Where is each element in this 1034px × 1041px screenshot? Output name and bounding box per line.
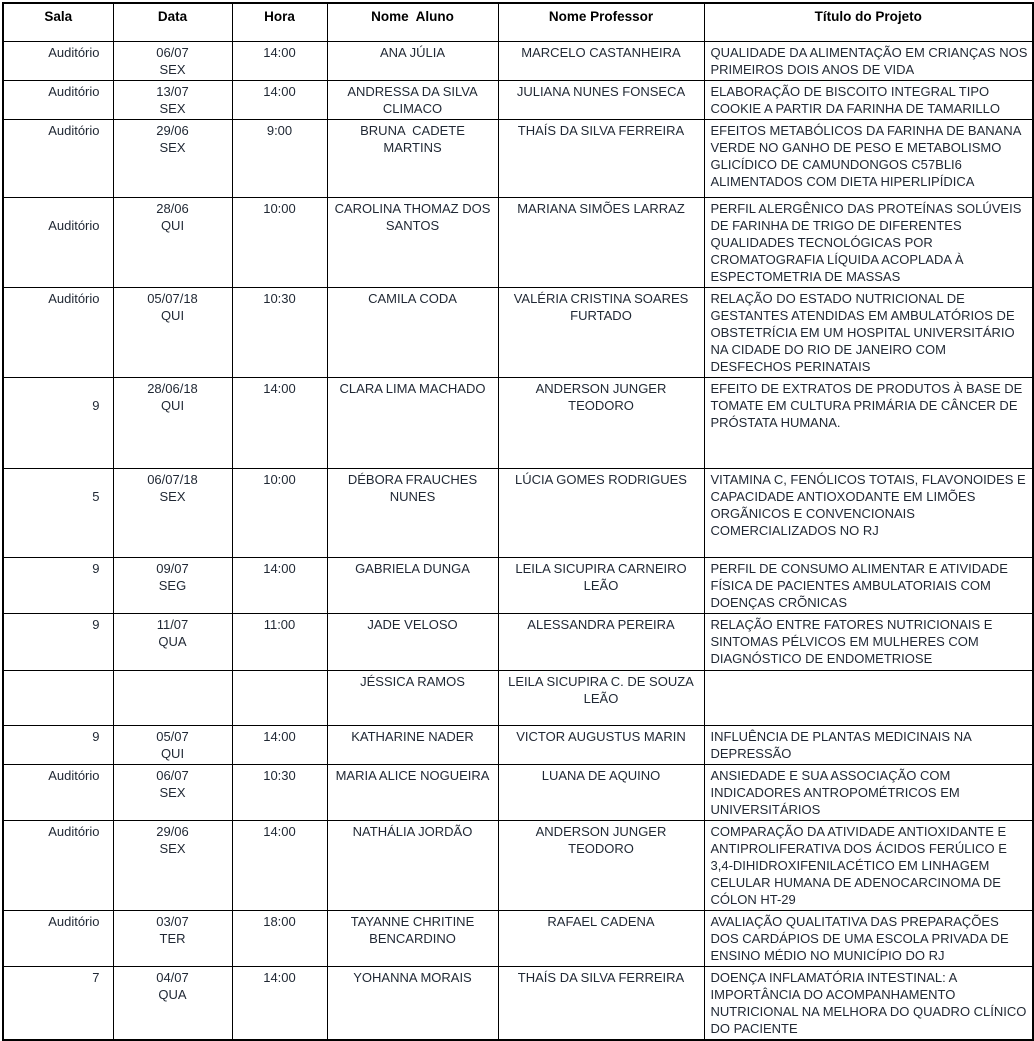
cell-date-day: TER	[159, 930, 186, 946]
cell-date-date: 29/06	[156, 823, 189, 839]
cell-student-name	[327, 820, 498, 910]
cell-professor-name	[498, 119, 704, 197]
cell-room	[3, 41, 113, 80]
table-row	[3, 119, 1033, 197]
cell-room	[3, 764, 113, 820]
cell-project-title-titulo: PERFIL ALERGÊNICO DAS PROTEÍNAS SOLÚVEIS DE FARINHA DE TRIGO DE DIFERENTES QUALIDADES TECNOLÓGICAS POR CROMATOGRAFIA LÍQUIDA ACOPLADA À ESPECTOMETRIA DE MASSAS	[710, 200, 1026, 284]
cell-time	[232, 80, 327, 119]
cell-time	[232, 41, 327, 80]
cell-date-date: 03/07	[156, 913, 189, 929]
cell-project-title	[704, 764, 1033, 820]
cell-room	[3, 119, 113, 197]
cell-professor-name	[498, 377, 704, 468]
cell-project-title-titulo: EFEITOS METABÓLICOS DA FARINHA DE BANANA VERDE NO GANHO DE PESO E METABOLISMO GLICÍDICO DE CAMUNDONGOS C57BLI6 ALIMENTADOS COM DIETA HIPERLIPÍDICA	[710, 122, 1025, 189]
cell-student-name	[327, 613, 498, 670]
cell-professor-name	[498, 468, 704, 557]
table-row	[3, 613, 1033, 670]
cell-date-date: 28/06	[156, 200, 189, 216]
cell-student-name	[327, 197, 498, 287]
cell-room	[3, 670, 113, 725]
cell-date-day: SEX	[159, 488, 186, 504]
cell-professor-name-professor: LUANA DE AQUINO	[541, 767, 661, 783]
cell-room-sala: 5	[92, 488, 100, 504]
cell-room-sala: Auditório	[48, 913, 100, 929]
cell-time-hora: 9:00	[266, 122, 293, 138]
cell-room-sala: Auditório	[48, 767, 100, 783]
cell-professor-name-professor: THAÍS DA SILVA FERREIRA	[517, 122, 685, 138]
cell-time	[232, 287, 327, 377]
cell-date-day: QUA	[158, 986, 187, 1002]
cell-time-hora: 10:30	[263, 767, 296, 783]
cell-date-day: QUA	[158, 633, 187, 649]
cell-student-name	[327, 557, 498, 613]
cell-date-date: 06/07	[156, 44, 189, 60]
cell-room-sala: 9	[92, 616, 100, 632]
cell-room	[3, 468, 113, 557]
cell-project-title	[704, 119, 1033, 197]
cell-time-hora: 18:00	[263, 913, 296, 929]
cell-room	[3, 820, 113, 910]
cell-professor-name-professor: THAÍS DA SILVA FERREIRA	[517, 969, 685, 985]
table-row	[3, 41, 1033, 80]
cell-date-date: 29/06	[156, 122, 189, 138]
cell-date-day: QUI	[160, 307, 185, 323]
cell-student-name	[327, 287, 498, 377]
cell-project-title	[704, 287, 1033, 377]
cell-time-hora: 10:00	[263, 471, 296, 487]
column-header-nome-professor: Nome Professor	[498, 3, 704, 41]
cell-student-name-aluno: GABRIELA DUNGA	[355, 560, 470, 576]
cell-time	[232, 197, 327, 287]
cell-room	[3, 557, 113, 613]
column-header-nome-aluno: Nome Aluno	[327, 3, 498, 41]
cell-date-day: SEX	[159, 139, 186, 155]
cell-room	[3, 287, 113, 377]
cell-date	[113, 468, 232, 557]
cell-project-title-titulo: COMPARAÇÃO DA ATIVIDADE ANTIOXIDANTE E ANTIPROLIFERATIVA DOS ÁCIDOS FERÚLICO E 3,4-DIHIDROXIFENILACÉTICO EM LINHAGEM CELULAR HUMANA DE ADENOCARCINOMA DE CÓLON HT-29	[710, 823, 1011, 907]
cell-date	[113, 119, 232, 197]
cell-professor-name	[498, 725, 704, 764]
cell-time	[232, 468, 327, 557]
table-row	[3, 197, 1033, 287]
cell-project-title-titulo: PERFIL DE CONSUMO ALIMENTAR E ATIVIDADE FÍSICA DE PACIENTES AMBULATORIAIS COM DOENÇAS CRÕNICAS	[710, 560, 1012, 610]
cell-student-name-aluno: CLARA LIMA MACHADO	[339, 380, 486, 396]
cell-room	[3, 725, 113, 764]
cell-professor-name	[498, 910, 704, 966]
cell-date	[113, 41, 232, 80]
cell-project-title	[704, 670, 1033, 725]
cell-project-title-titulo: VITAMINA C, FENÓLICOS TOTAIS, FLAVONOIDES E CAPACIDADE ANTIOXODANTE EM LIMÕES ORGÃNICOS E CONVENCIONAIS COMERCIALIZADOS NO RJ	[710, 471, 1030, 538]
cell-time	[232, 764, 327, 820]
cell-student-name-aluno: JADE VELOSO	[367, 616, 458, 632]
table-row	[3, 725, 1033, 764]
cell-time	[232, 820, 327, 910]
cell-professor-name	[498, 670, 704, 725]
column-header-hora: Hora	[232, 3, 327, 41]
cell-student-name	[327, 377, 498, 468]
cell-professor-name	[498, 197, 704, 287]
cell-room-sala: 9	[92, 560, 100, 576]
cell-time-hora: 14:00	[263, 823, 296, 839]
table-body	[3, 41, 1033, 1040]
cell-date	[113, 820, 232, 910]
cell-professor-name-professor: MARIANA SIMÕES LARRAZ	[517, 200, 685, 216]
cell-date	[113, 910, 232, 966]
cell-project-title	[704, 910, 1033, 966]
cell-student-name-aluno: DÉBORA FRAUCHES NUNES	[347, 471, 481, 504]
cell-project-title-titulo: QUALIDADE DA ALIMENTAÇÃO EM CRIANÇAS NOS PRIMEIROS DOIS ANOS DE VIDA	[710, 44, 1032, 77]
cell-project-title-titulo: RELAÇÃO ENTRE FATORES NUTRICIONAIS E SINTOMAS PÉLVICOS EM MULHERES COM DIAGNÓSTICO DE ENDOMETRIOSE	[710, 616, 997, 666]
cell-student-name	[327, 468, 498, 557]
cell-project-title	[704, 820, 1033, 910]
table-header	[3, 3, 1033, 41]
cell-professor-name	[498, 80, 704, 119]
cell-room-sala: Auditório	[48, 83, 100, 99]
cell-room-sala: 9	[92, 397, 100, 413]
cell-student-name	[327, 910, 498, 966]
cell-student-name	[327, 670, 498, 725]
cell-project-title	[704, 725, 1033, 764]
cell-student-name-aluno: CAMILA CODA	[368, 290, 457, 306]
cell-date-day: QUI	[160, 745, 185, 761]
cell-project-title	[704, 613, 1033, 670]
cell-room-sala: Auditório	[48, 823, 100, 839]
cell-time-hora: 14:00	[263, 969, 296, 985]
cell-date	[113, 613, 232, 670]
cell-project-title	[704, 80, 1033, 119]
cell-room-sala: Auditório	[48, 122, 100, 138]
cell-professor-name	[498, 557, 704, 613]
cell-student-name-aluno: ANDRESSA DA SILVA CLIMACO	[347, 83, 482, 116]
defense-schedule-table	[2, 2, 1034, 1041]
cell-student-name	[327, 119, 498, 197]
cell-date-date: 11/07	[156, 616, 189, 632]
cell-room	[3, 613, 113, 670]
cell-project-title-titulo: EFEITO DE EXTRATOS DE PRODUTOS À BASE DE TOMATE EM CULTURA PRIMÁRIA DE CÂNCER DE PRÓSTATA HUMANA.	[710, 380, 1026, 430]
cell-room-sala: Auditório	[48, 217, 100, 233]
cell-date	[113, 287, 232, 377]
cell-date-date: 09/07	[156, 560, 189, 576]
cell-time-hora: 11:00	[263, 616, 296, 632]
cell-professor-name-professor: ANDERSON JUNGER TEODORO	[535, 823, 670, 856]
cell-date-day: SEX	[159, 100, 186, 116]
cell-date-day: SEX	[159, 840, 186, 856]
cell-professor-name-professor: ANDERSON JUNGER TEODORO	[535, 380, 670, 413]
cell-student-name	[327, 725, 498, 764]
cell-date-date: 04/07	[156, 969, 189, 985]
cell-project-title-titulo: DOENÇA INFLAMATÓRIA INTESTINAL: A IMPORTÂNCIA DO ACOMPANHAMENTO NUTRICIONAL NA MELHORA DO QUADRO CLÍNICO DO PACIENTE	[710, 969, 1031, 1036]
cell-professor-name	[498, 764, 704, 820]
cell-student-name	[327, 41, 498, 80]
cell-professor-name-professor: MARCELO CASTANHEIRA	[521, 44, 681, 60]
cell-student-name	[327, 80, 498, 119]
cell-professor-name-professor: JULIANA NUNES FONSECA	[516, 83, 686, 99]
cell-professor-name	[498, 287, 704, 377]
cell-professor-name-professor: VALÉRIA CRISTINA SOARES FURTADO	[513, 290, 692, 323]
cell-date	[113, 725, 232, 764]
cell-student-name-aluno: TAYANNE CHRITINE BENCARDINO	[350, 913, 478, 946]
table-row	[3, 910, 1033, 966]
cell-time	[232, 670, 327, 725]
cell-date	[113, 764, 232, 820]
cell-date-date: 05/07	[156, 728, 189, 744]
column-header-sala: Sala	[3, 3, 113, 41]
cell-student-name-aluno: CAROLINA THOMAZ DOS SANTOS	[334, 200, 495, 233]
cell-room-sala: Auditório	[48, 44, 100, 60]
cell-time-hora: 10:30	[263, 290, 296, 306]
cell-room	[3, 80, 113, 119]
cell-student-name-aluno: BRUNA CADETE MARTINS	[360, 122, 469, 155]
header-row	[3, 3, 1033, 41]
cell-professor-name-professor: LEILA SICUPIRA CARNEIRO LEÃO	[515, 560, 691, 593]
cell-time-hora: 14:00	[263, 728, 296, 744]
cell-time-hora: 14:00	[263, 380, 296, 396]
cell-time-hora: 10:00	[263, 200, 296, 216]
cell-room-sala: 7	[92, 969, 100, 985]
cell-date-day: QUI	[160, 397, 185, 413]
cell-date-day: SEG	[158, 577, 187, 593]
cell-student-name-aluno: MARIA ALICE NOGUEIRA	[335, 767, 490, 783]
cell-room	[3, 377, 113, 468]
cell-project-title	[704, 468, 1033, 557]
cell-room	[3, 910, 113, 966]
cell-project-title-titulo: AVALIAÇÃO QUALITATIVA DAS PREPARAÇÕES DOS CARDÁPIOS DE UMA ESCOLA PRIVADA DE ENSINO MÉDIO NO MUNICÍPIO DO RJ	[710, 913, 1013, 963]
cell-room-sala: Auditório	[48, 290, 100, 306]
cell-student-name-aluno: NATHÁLIA JORDÃO	[352, 823, 473, 839]
cell-date	[113, 377, 232, 468]
cell-time-hora: 14:00	[263, 560, 296, 576]
cell-time	[232, 613, 327, 670]
table-row	[3, 287, 1033, 377]
table-row	[3, 557, 1033, 613]
table-row	[3, 377, 1033, 468]
cell-project-title-titulo: ANSIEDADE E SUA ASSOCIAÇÃO COM INDICADORES ANTROPOMÉTRICOS EM UNIVERSITÁRIOS	[710, 767, 964, 817]
cell-project-title-titulo: RELAÇÃO DO ESTADO NUTRICIONAL DE GESTANTES ATENDIDAS EM AMBULATÓRIOS DE OBSTETRÍCIA EM UM HOSPITAL UNIVERSITÁRIO NA CIDADE DO RIO DE JANEIRO COM DESFECHOS PERINATAIS	[710, 290, 1019, 374]
cell-professor-name-professor: LEILA SICUPIRA C. DE SOUZA LEÃO	[508, 673, 698, 706]
cell-room-sala: 9	[92, 728, 100, 744]
cell-project-title-titulo: ELABORAÇÃO DE BISCOITO INTEGRAL TIPO COOKIE A PARTIR DA FARINHA DE TAMARILLO	[710, 83, 1000, 116]
cell-project-title	[704, 41, 1033, 80]
table-row	[3, 820, 1033, 910]
cell-professor-name	[498, 41, 704, 80]
cell-time	[232, 910, 327, 966]
cell-professor-name-professor: RAFAEL CADENA	[547, 913, 655, 929]
column-header-titulo-projeto: Título do Projeto	[704, 3, 1033, 41]
cell-date-day: QUI	[160, 217, 185, 233]
cell-date-day: SEX	[159, 61, 186, 77]
table-row	[3, 670, 1033, 725]
cell-date-date: 06/07	[156, 767, 189, 783]
cell-professor-name	[498, 613, 704, 670]
cell-project-title	[704, 377, 1033, 468]
cell-student-name	[327, 764, 498, 820]
cell-professor-name-professor: VICTOR AUGUSTUS MARIN	[516, 728, 686, 744]
cell-professor-name-professor: LÚCIA GOMES RODRIGUES	[515, 471, 687, 487]
cell-project-title	[704, 557, 1033, 613]
cell-time-hora: 14:00	[263, 83, 296, 99]
cell-time	[232, 377, 327, 468]
table-row	[3, 468, 1033, 557]
cell-student-name-aluno: JÉSSICA RAMOS	[360, 673, 465, 689]
cell-time-hora: 14:00	[263, 44, 296, 60]
cell-student-name-aluno: KATHARINE NADER	[351, 728, 474, 744]
table-row	[3, 80, 1033, 119]
cell-date-date: 13/07	[156, 83, 189, 99]
cell-project-title	[704, 197, 1033, 287]
cell-time	[232, 119, 327, 197]
cell-date-date: 28/06/18	[147, 380, 198, 396]
cell-student-name-aluno: YOHANNA MORAIS	[353, 969, 472, 985]
table-row	[3, 764, 1033, 820]
cell-date-date: 06/07/18	[147, 471, 198, 487]
cell-professor-name	[498, 820, 704, 910]
cell-professor-name-professor: ALESSANDRA PEREIRA	[527, 616, 675, 632]
cell-student-name-aluno: ANA JÚLIA	[379, 44, 446, 60]
cell-project-title-titulo: INFLUÊNCIA DE PLANTAS MEDICINAIS NA DEPRESSÃO	[710, 728, 975, 761]
cell-date	[113, 557, 232, 613]
column-header-data: Data	[113, 3, 232, 41]
cell-date	[113, 197, 232, 287]
cell-date-date: 05/07/18	[147, 290, 198, 306]
cell-time	[232, 557, 327, 613]
cell-date	[113, 80, 232, 119]
cell-date	[113, 670, 232, 725]
cell-room	[3, 197, 113, 287]
cell-time	[232, 725, 327, 764]
cell-date-day: SEX	[159, 784, 186, 800]
